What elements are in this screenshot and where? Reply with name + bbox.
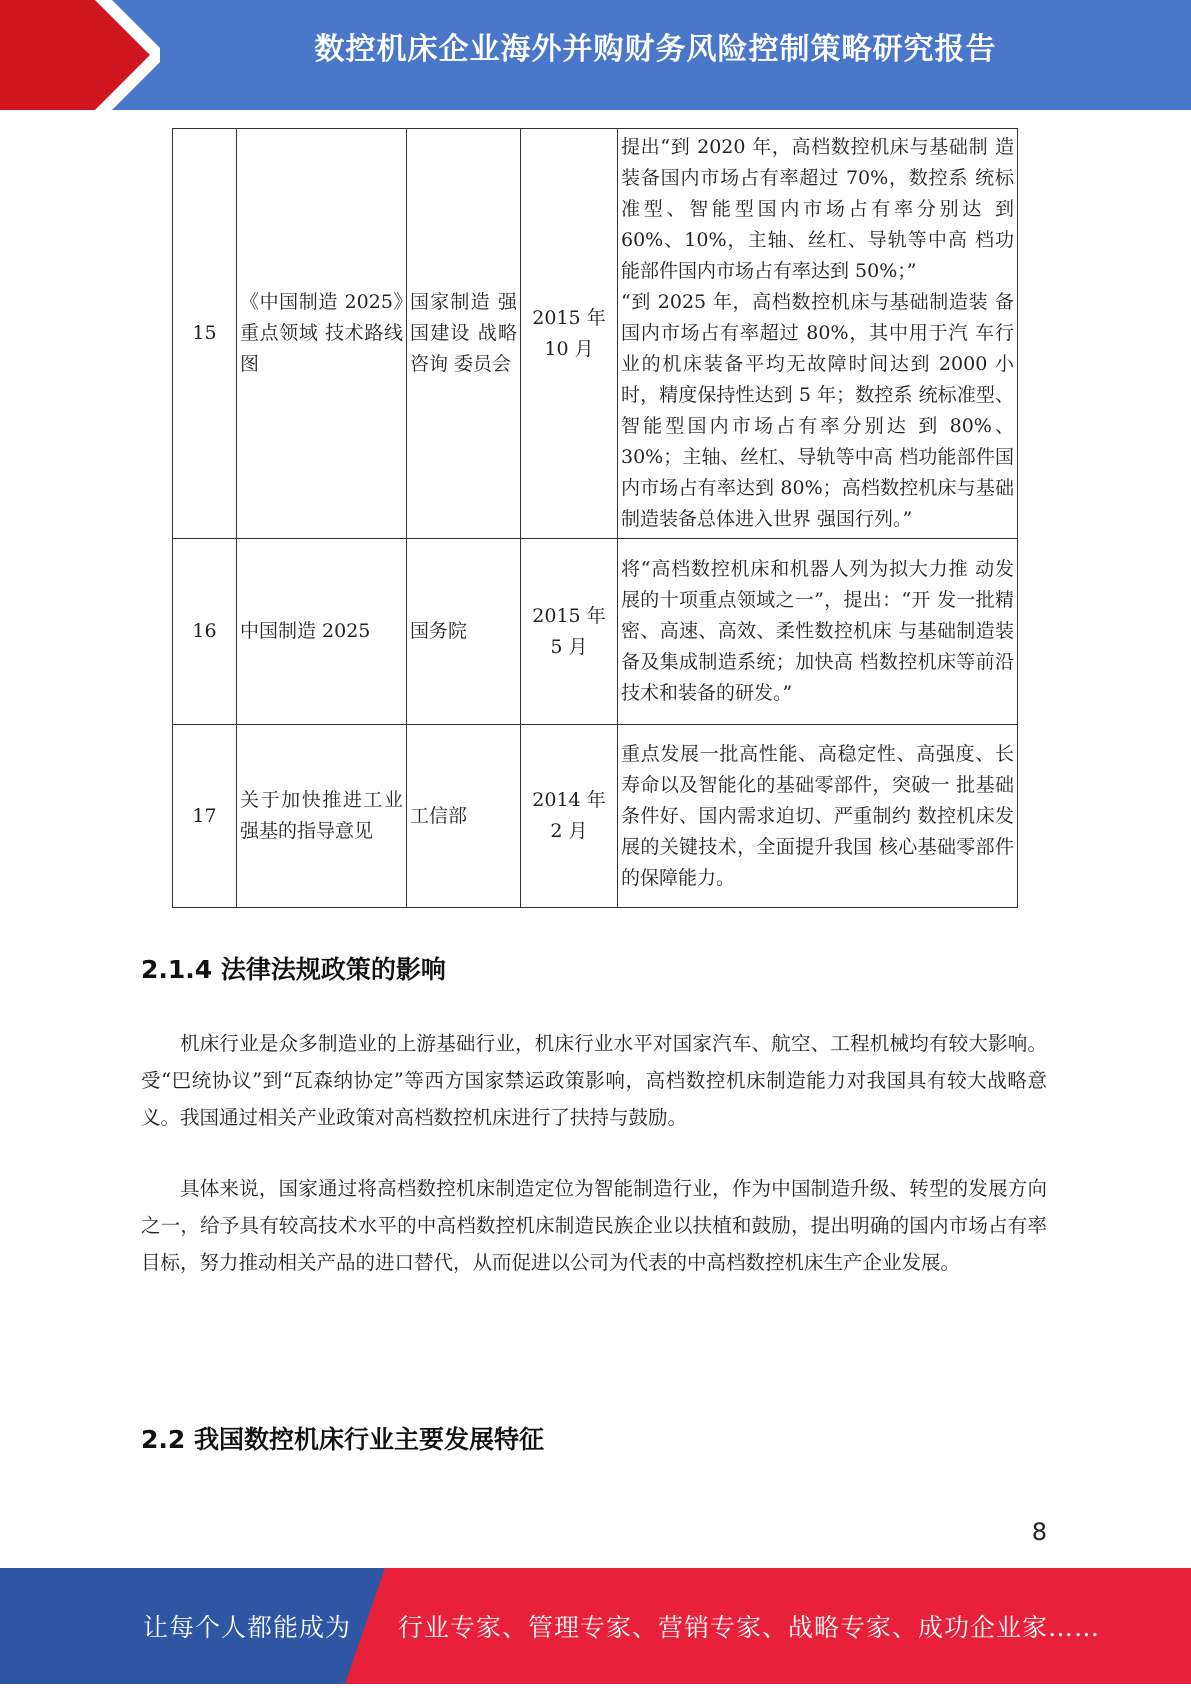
- footer-slogan-left: 让每个人都能成为: [143, 1613, 352, 1642]
- issue-date: 2015 年 5 月: [521, 539, 618, 725]
- policy-name: 关于加快推进工业强基的指导意见: [237, 725, 407, 908]
- policy-content: 将“高档数控机床和机器人列为拟大力推 动发展的十项重点领域之一”，提出：“开 发一批精密、高速、高效、柔性数控机床 与基础制造装备及集成制造系统；加快高 档数控机床等前沿技术和装备的研发。”: [618, 539, 1018, 725]
- body-paragraph: 机床行业是众多制造业的上游基础行业，机床行业水平对国家汽车、航空、工程机械均有较大影响。受“巴统协议”到“瓦森纳协定”等西方国家禁运政策影响，高档数控机床制造能力对我国具有较大战略意义。我国通过相关产业政策对高档数控机床进行了扶持与鼓励。: [141, 1032, 1047, 1129]
- policy-content-part: 提出“到 2020 年，高档数控机床与基础制 造装备国内市场占有率超过 70%，数控系 统标准型、智能型国内市场占有率分别达 到 60%、10%，主轴、丝杠、导轨等中高 档功能部件国内市场占有率达到 50%；”: [621, 136, 1014, 282]
- page-header: [0, 0, 1191, 110]
- page-number: 8: [1031, 1518, 1047, 1546]
- issue-date: 2014 年 2 月: [521, 725, 618, 908]
- row-number: 15: [173, 129, 237, 539]
- policy-content-part: “到 2025 年，高档数控机床与基础制造装 备国内市场占有率超过 80%，其中用于汽 车行业的机床装备平均无故障时间达到 2000 小时，精度保持性达到 5 年；数控系 统标准型、智能型国内市场占有率分别达 到 80%、30%；主轴、丝杠、导轨等中高 档功能部件国内市场占有率达到 80%；高档数控机床与基础制造装备总体进入世界 强国行列。”: [621, 291, 1014, 530]
- body-paragraph: 具体来说，国家通过将高档数控机床制造定位为智能制造行业，作为中国制造升级、转型的发展方向之一，给予具有较高技术水平的中高档数控机床制造民族企业以扶植和鼓励，提出明确的国内市场占有率目标，努力推动相关产品的进口替代，从而促进以公司为代表的中高档数控机床生产企业发展。: [141, 1177, 1047, 1274]
- section-heading-2-1-4: 2.1.4 法律法规政策的影响: [141, 955, 446, 984]
- header-chevron-decoration: [0, 0, 160, 110]
- policy-content: 重点发展一批高性能、高稳定性、高强度、长寿命以及智能化的基础零部件，突破一 批基础条件好、国内需求迫切、严重制约 数控机床发展的关键技术，全面提升我国 核心基础零部件的保障能力。: [618, 725, 1018, 908]
- issue-date: 2015 年 10 月: [521, 129, 618, 539]
- section-heading-2-2: 2.2 我国数控机床行业主要发展特征: [141, 1425, 544, 1454]
- issuing-org: 工信部: [407, 725, 521, 908]
- policy-table: [172, 128, 1018, 908]
- policy-name: 中国制造 2025: [237, 539, 407, 725]
- table-row: [173, 725, 1018, 908]
- policy-name: 《中国制造 2025》重点领域 技术路线图: [237, 129, 407, 539]
- issuing-org: 国务院: [407, 539, 521, 725]
- row-number: 17: [173, 725, 237, 908]
- issuing-org: 国家制造 强国建设 战略咨询 委员会: [407, 129, 521, 539]
- footer-slogan-right: 行业专家、管理专家、营销专家、战略专家、成功企业家……: [398, 1613, 1101, 1642]
- table-row: [173, 539, 1018, 725]
- row-number: 16: [173, 539, 237, 725]
- report-title: 数控机床企业海外并购财务风险控制策略研究报告: [314, 32, 997, 67]
- page-footer: [0, 1568, 1191, 1684]
- table-row: [173, 129, 1018, 539]
- policy-content: [618, 129, 1018, 539]
